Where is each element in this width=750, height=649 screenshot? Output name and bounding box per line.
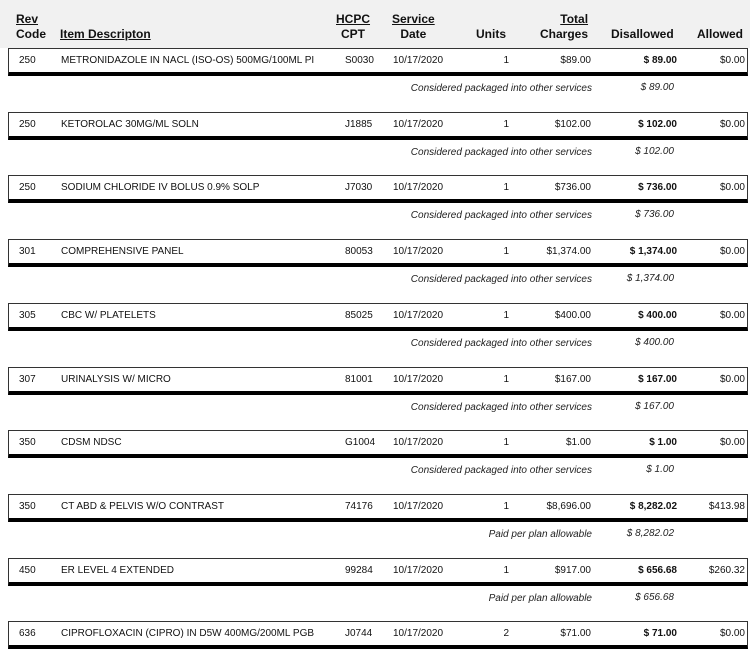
- service-date-cell: 10/17/2020: [393, 55, 444, 66]
- units-cell: 1: [503, 119, 509, 130]
- cpt-cell: 99284: [345, 565, 373, 576]
- cpt-cell: J0744: [345, 628, 373, 639]
- service-date-cell: 10/17/2020: [393, 501, 444, 512]
- line-note-amount: $ 1.00: [646, 464, 674, 475]
- disallowed-cell: $ 400.00: [638, 310, 677, 321]
- allowed-cell: $0.00: [719, 310, 745, 321]
- units-cell: 1: [503, 437, 509, 448]
- table-header: [0, 0, 750, 48]
- table-row: [8, 494, 748, 522]
- item-desc-cell: CT ABD & PELVIS W/O CONTRAST: [61, 501, 224, 512]
- col-hcpc-line1: HCPC: [336, 12, 371, 26]
- service-date-cell: 10/17/2020: [393, 246, 444, 257]
- disallowed-cell: $ 1.00: [649, 437, 677, 448]
- table-row: [8, 558, 748, 586]
- allowed-cell: $0.00: [719, 119, 745, 130]
- line-note: Considered packaged into other services: [410, 274, 592, 285]
- allowed-cell: $0.00: [719, 55, 745, 66]
- item-desc-cell: SODIUM CHLORIDE IV BOLUS 0.9% SOLP: [61, 182, 260, 193]
- col-allowed: [697, 27, 743, 42]
- item-desc-cell: KETOROLAC 30MG/ML SOLN: [61, 119, 199, 130]
- total-charges-cell: $102.00: [554, 119, 591, 130]
- units-cell: 2: [503, 628, 509, 639]
- total-charges-cell: $71.00: [560, 628, 591, 639]
- units-cell: 1: [503, 246, 509, 257]
- rev-code-cell: 305: [19, 310, 36, 321]
- table-row: [8, 48, 748, 76]
- units-cell: 1: [503, 55, 509, 66]
- disallowed-cell: $ 8,282.02: [629, 501, 677, 512]
- table-row: [8, 112, 748, 140]
- col-item-desc-label: Item Descripton: [60, 27, 151, 41]
- total-charges-cell: $167.00: [554, 374, 591, 385]
- line-note: Paid per plan allowable: [488, 529, 592, 540]
- line-note: Considered packaged into other services: [410, 83, 592, 94]
- col-disallowed: [611, 27, 674, 42]
- cpt-cell: 85025: [345, 310, 373, 321]
- line-note: Considered packaged into other services: [410, 210, 592, 221]
- cpt-cell: J7030: [345, 182, 373, 193]
- col-rev-code-line2: Code: [16, 27, 46, 41]
- line-note: Considered packaged into other services: [410, 465, 592, 476]
- service-date-cell: 10/17/2020: [393, 182, 444, 193]
- table-row: [8, 239, 748, 267]
- total-charges-cell: $736.00: [554, 182, 591, 193]
- rev-code-cell: 250: [19, 119, 36, 130]
- cpt-cell: 80053: [345, 246, 373, 257]
- service-date-cell: 10/17/2020: [393, 437, 444, 448]
- cpt-cell: J1885: [345, 119, 373, 130]
- allowed-cell: $0.00: [719, 182, 745, 193]
- line-note-amount: $ 400.00: [635, 337, 674, 348]
- col-rev-code-line1: Rev: [16, 12, 39, 26]
- disallowed-cell: $ 102.00: [638, 119, 677, 130]
- line-note-amount: $ 167.00: [635, 401, 674, 412]
- disallowed-cell: $ 89.00: [643, 55, 677, 66]
- units-cell: 1: [503, 374, 509, 385]
- col-service-line2: Date: [400, 27, 427, 41]
- col-disallowed-label: Disallowed: [611, 27, 674, 41]
- total-charges-cell: $917.00: [554, 565, 591, 576]
- table-row: [8, 303, 748, 331]
- line-note: Paid per plan allowable: [488, 593, 592, 604]
- rev-code-cell: 307: [19, 374, 36, 385]
- rev-code-cell: 350: [19, 437, 36, 448]
- item-desc-cell: URINALYSIS W/ MICRO: [61, 374, 171, 385]
- rev-code-cell: 301: [19, 246, 36, 257]
- total-charges-cell: $400.00: [554, 310, 591, 321]
- cpt-cell: S0030: [345, 55, 374, 66]
- allowed-cell: $260.32: [708, 565, 745, 576]
- col-service-date: [392, 12, 435, 42]
- total-charges-cell: $89.00: [560, 55, 591, 66]
- line-note-amount: $ 8,282.02: [626, 528, 674, 539]
- allowed-cell: $0.00: [719, 374, 745, 385]
- line-note-amount: $ 102.00: [635, 146, 674, 157]
- total-charges-cell: $8,696.00: [546, 501, 591, 512]
- item-desc-cell: CDSM NDSC: [61, 437, 122, 448]
- col-rev-code: [16, 12, 46, 42]
- col-units: [476, 27, 506, 42]
- col-total-line2: Charges: [540, 27, 589, 41]
- service-date-cell: 10/17/2020: [393, 565, 444, 576]
- service-date-cell: 10/17/2020: [393, 310, 444, 321]
- total-charges-cell: $1.00: [565, 437, 591, 448]
- disallowed-cell: $ 1,374.00: [629, 246, 677, 257]
- line-note-amount: $ 89.00: [640, 82, 674, 93]
- col-allowed-label: Allowed: [697, 27, 744, 41]
- item-desc-cell: ER LEVEL 4 EXTENDED: [61, 565, 175, 576]
- service-date-cell: 10/17/2020: [393, 628, 444, 639]
- disallowed-cell: $ 167.00: [638, 374, 677, 385]
- rev-code-cell: 350: [19, 501, 36, 512]
- col-hcpc: [336, 12, 370, 42]
- col-total-charges: [540, 12, 588, 42]
- item-desc-cell: CBC W/ PLATELETS: [61, 310, 156, 321]
- rev-code-cell: 636: [19, 628, 36, 639]
- table-row: [8, 621, 748, 649]
- service-date-cell: 10/17/2020: [393, 119, 444, 130]
- col-total-line1: Total: [560, 12, 589, 26]
- service-date-cell: 10/17/2020: [393, 374, 444, 385]
- rev-code-cell: 450: [19, 565, 36, 576]
- col-item-desc: [60, 27, 151, 42]
- rev-code-cell: 250: [19, 182, 36, 193]
- cpt-cell: 74176: [345, 501, 373, 512]
- col-units-label: Units: [476, 27, 506, 41]
- line-note: Considered packaged into other services: [410, 402, 592, 413]
- line-note-amount: $ 1,374.00: [626, 273, 674, 284]
- allowed-cell: $0.00: [719, 628, 745, 639]
- units-cell: 1: [503, 565, 509, 576]
- disallowed-cell: $ 656.68: [638, 565, 677, 576]
- col-hcpc-line2: CPT: [341, 27, 365, 41]
- units-cell: 1: [503, 310, 509, 321]
- item-desc-cell: CIPROFLOXACIN (CIPRO) IN D5W 400MG/200ML PGB: [61, 628, 315, 639]
- table-row: [8, 430, 748, 458]
- line-note: Considered packaged into other services: [410, 338, 592, 349]
- table-row: [8, 175, 748, 203]
- allowed-cell: $0.00: [719, 246, 745, 257]
- allowed-cell: $413.98: [708, 501, 745, 512]
- disallowed-cell: $ 736.00: [638, 182, 677, 193]
- item-desc-cell: METRONIDAZOLE IN NACL (ISO-OS) 500MG/100ML PI: [61, 55, 315, 66]
- item-desc-cell: COMPREHENSIVE PANEL: [61, 246, 184, 257]
- units-cell: 1: [503, 501, 509, 512]
- line-note-amount: $ 656.68: [635, 592, 674, 603]
- rev-code-cell: 250: [19, 55, 36, 66]
- cpt-cell: 81001: [345, 374, 373, 385]
- line-note-amount: $ 736.00: [635, 209, 674, 220]
- cpt-cell: G1004: [345, 437, 376, 448]
- total-charges-cell: $1,374.00: [546, 246, 591, 257]
- table-row: [8, 367, 748, 395]
- disallowed-cell: $ 71.00: [643, 628, 677, 639]
- units-cell: 1: [503, 182, 509, 193]
- line-note: Considered packaged into other services: [410, 147, 592, 158]
- col-service-line1: Service: [392, 12, 435, 26]
- allowed-cell: $0.00: [719, 437, 745, 448]
